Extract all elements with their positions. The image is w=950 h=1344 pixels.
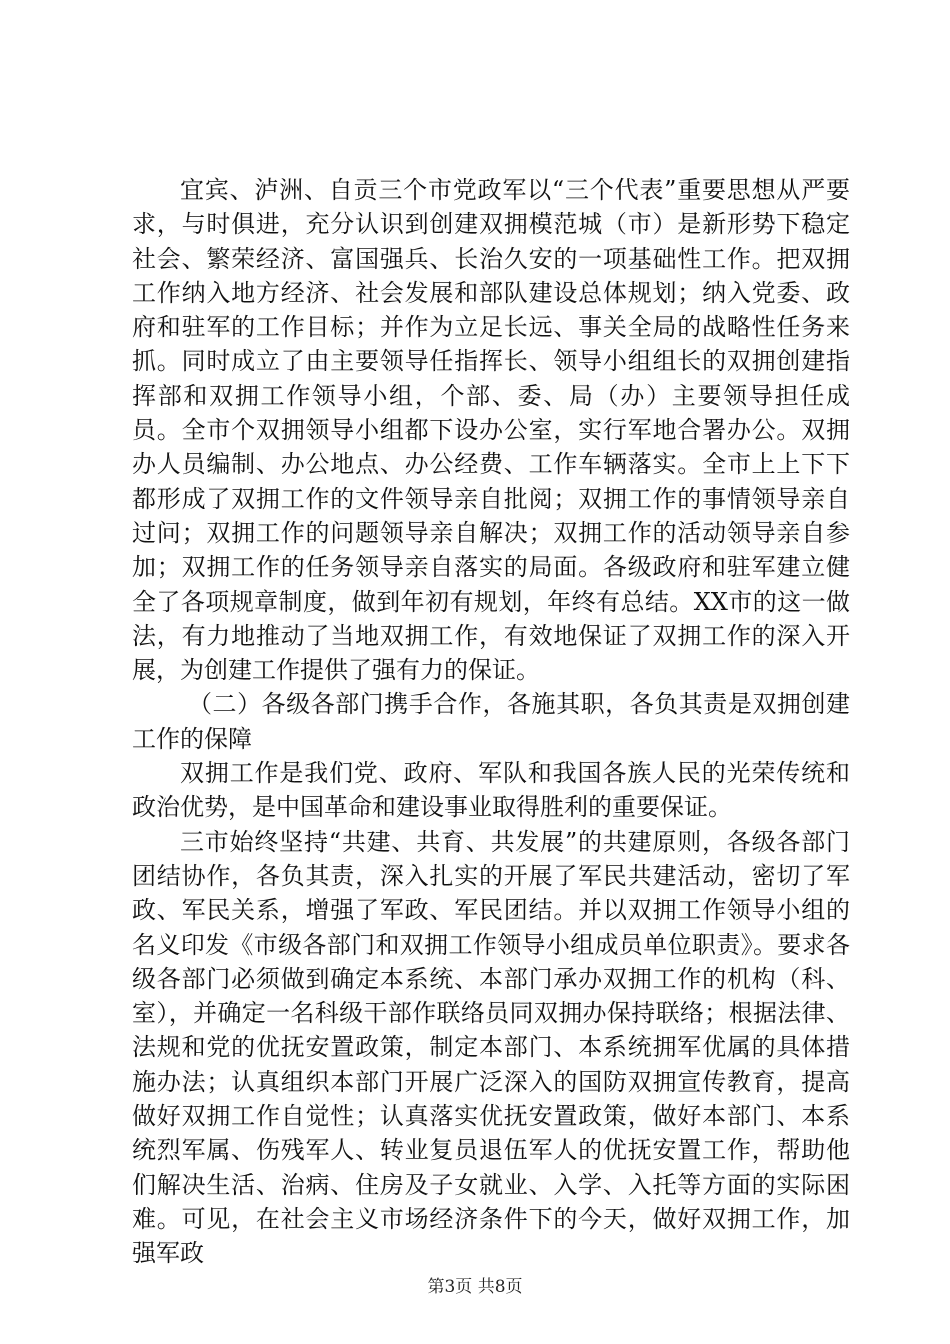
document-body <box>132 173 850 1271</box>
paragraph-3: 三市始终坚持“共建、共育、共发展”的共建原则，各级各部门团结协作，各负其责，深入扎实的开展了军民共建活动，密切了军政、军民关系，增强了军政、军民团结。并以双拥工作领导小组的名义印发《市级各部门和双拥工作领导小组成员单位职责》。要求各级各部门必须做到确定本系统、本部门承办双拥工作的机构（科、室），并确定一名科级干部作联络员同双拥办保持联络；根据法律、法规和党的优抚安置政策，制定本部门、本系统拥军优属的具体措施办法；认真组织本部门开展广泛深入的国防双拥宣传教育，提高做好双拥工作自觉性；认真落实优抚安置政策，做好本部门、本系统烈军属、伤残军人、转业复员退伍军人的优抚安置工作，帮助他们解决生活、治病、住房及子女就业、入学、入托等方面的实际困难。可见，在社会主义市场经济条件下的今天，做好双拥工作，加强军政 <box>132 827 850 1268</box>
paragraph-1: 宜宾、泸洲、自贡三个市党政军以“三个代表”重要思想从严要求，与时俱进，充分认识到创建双拥模范城（市）是新形势下稳定社会、繁荣经济、富国强兵、长治久安的一项基础性工作。把双拥工作纳入地方经济、社会发展和部队建设总体规划；纳入党委、政府和驻军的工作目标；并作为立足长远、事关全局的战略性任务来抓。同时成立了由主要领导任指挥长、领导小组组长的双拥创建指挥部和双拥工作领导小组，个部、委、局（办）主要领导担任成员。全市个双拥领导小组都下设办公室，实行军地合署办公。双拥办人员编制、办公地点、办公经费、工作车辆落实。全市上上下下都形成了双拥工作的文件领导亲自批阅；双拥工作的事情领导亲自过问；双拥工作的问题领导亲自解决；双拥工作的活动领导亲自参加；双拥工作的任务领导亲自落实的局面。各级政府和驻军建立健全了各项规章制度，做到年初有规划，年终有总结。XX市的这一做法，有力地推动了当地双拥工作，有效地保证了双拥工作的深入开展，为创建工作提供了强有力的保证。 <box>132 176 850 685</box>
section-heading: （二）各级各部门携手合作，各施其职，各负其责是双拥创建工作的保障 <box>132 690 850 753</box>
paragraph-2: 双拥工作是我们党、政府、军队和我国各族人民的光荣传统和政治优势，是中国革命和建设事业取得胜利的重要保证。 <box>132 759 850 822</box>
page-footer: 第3页 共8页 <box>427 1277 523 1297</box>
